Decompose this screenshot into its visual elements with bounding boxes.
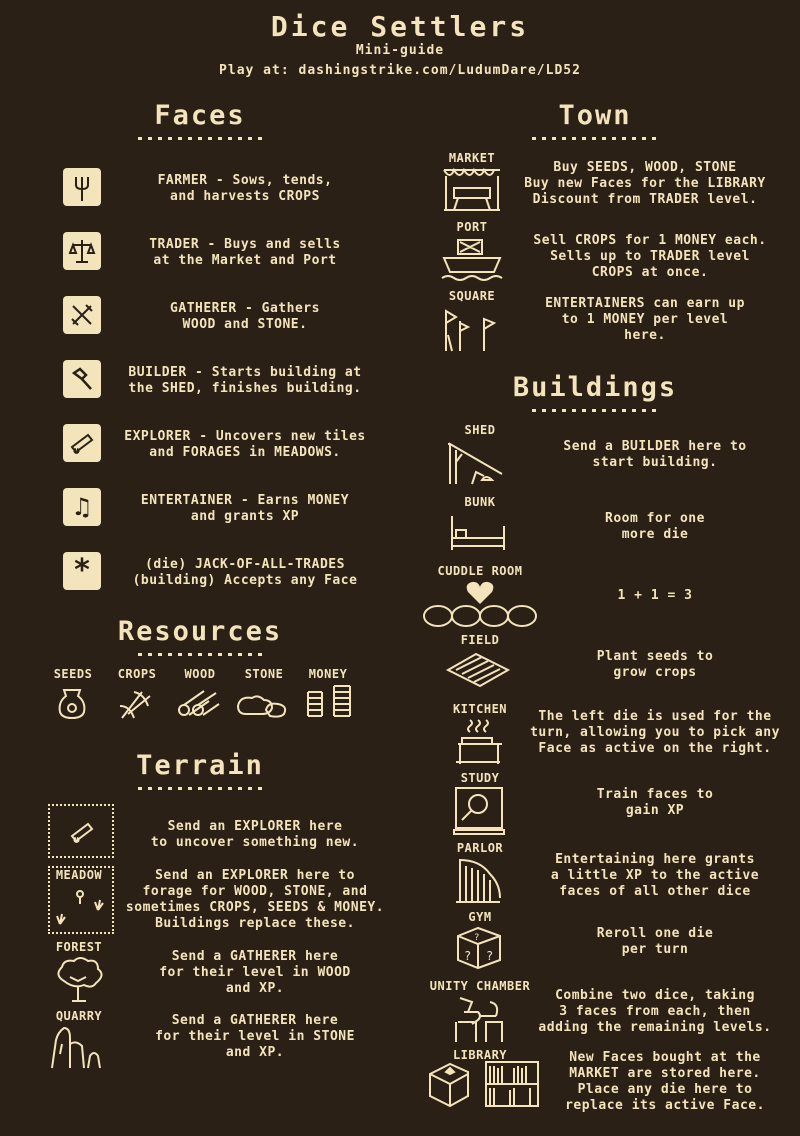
meadow-tile — [48, 866, 114, 934]
face-explorer-text: EXPLORER - Uncovers new tiles and FORAGES in MEADOWS. — [124, 429, 366, 460]
logs-icon — [176, 684, 224, 720]
question-die-icon — [454, 924, 504, 970]
town-square-label: SQUARE — [448, 289, 496, 303]
resource-wood-label: WOOD — [184, 667, 216, 681]
town-heading: Town — [558, 100, 632, 131]
shed-icon — [446, 438, 508, 486]
terrain-meadow-text: Send an EXPLORER here to forage for WOOD, STONE, and sometimes CROPS, SEEDS & MONEY. Buildings replace these. — [125, 868, 385, 931]
town-port-label: PORT — [456, 220, 488, 234]
face-jack-text: (die) JACK-OF-ALL-TRADES (building) Accepts any Face — [132, 557, 358, 588]
face-trader-text: TRADER - Buys and sells at the Market and Port — [149, 237, 341, 268]
faces-divider — [138, 137, 268, 140]
svg-text:?: ? — [464, 949, 472, 963]
building-parlor-text: Entertaining here grants a little XP to the active faces of all other dice — [550, 852, 760, 899]
resource-seeds-label: SEEDS — [53, 667, 93, 681]
face-builder-text: BUILDER - Starts building at the SHED, finishes building. — [128, 365, 362, 396]
heart-stones-icon — [420, 580, 540, 630]
face-gatherer-text: GATHERER - Gathers WOOD and STONE. — [170, 301, 320, 332]
building-field-text: Plant seeds to grow crops — [596, 649, 714, 680]
stove-icon — [452, 716, 502, 766]
terrain-divider — [138, 787, 268, 790]
ship-icon — [440, 236, 504, 282]
box-icon — [428, 1060, 470, 1108]
terrain-quarry-label: QUARRY — [55, 1009, 103, 1023]
building-cuddle-text: 1 + 1 = 3 — [617, 588, 693, 603]
music-note-icon: ♫ — [63, 488, 101, 526]
building-library-text: New Faces bought at the MARKET are stored here. Place any die here to replace its active Face. — [565, 1050, 765, 1113]
building-unity-text: Combine two dice, taking 3 faces from each, then adding the remaining levels. — [538, 988, 772, 1035]
town-divider — [532, 137, 662, 140]
bookshelf-icon — [482, 1058, 542, 1108]
town-square-text: ENTERTAINERS can earn up to 1 MONEY per level here. — [545, 296, 745, 343]
corn-icon — [116, 684, 156, 720]
building-parlor-label: PARLOR — [456, 841, 504, 855]
resource-money-label: MONEY — [308, 667, 348, 681]
building-gym-text: Reroll one die per turn — [596, 926, 714, 957]
resource-stone-label: STONE — [244, 667, 284, 681]
building-field-label: FIELD — [460, 633, 500, 647]
town-market-label: MARKET — [448, 151, 496, 165]
faces-heading: Faces — [154, 100, 246, 131]
resource-crops-label: CROPS — [117, 667, 157, 681]
twin-figures-icon — [446, 992, 510, 1044]
hammer-icon — [63, 360, 101, 398]
terrain-forest-label: FOREST — [55, 940, 103, 954]
flags-icon — [440, 305, 504, 353]
unexplored-tile — [48, 804, 114, 858]
building-kitchen-text: The left die is used for the turn, allowing you to pick any Face as active on the right. — [530, 709, 780, 756]
building-library-label: LIBRARY — [452, 1048, 508, 1062]
buildings-heading: Buildings — [512, 372, 678, 403]
terrain-quarry-text: Send a GATHERER here for their level in STONE and XP. — [155, 1013, 355, 1060]
town-market-text: Buy SEEDS, WOOD, STONE Buy new Faces for the LIBRARY Discount from TRADER level. — [524, 160, 766, 207]
building-study-label: STUDY — [460, 771, 500, 785]
cliff-icon — [48, 1024, 110, 1070]
grass-icon — [54, 888, 108, 928]
building-kitchen-label: KITCHEN — [452, 702, 508, 716]
terrain-heading: Terrain — [136, 750, 264, 781]
face-entertainer-text: ENTERTAINER - Earns MONEY and grants XP — [140, 493, 350, 524]
building-bunk-label: BUNK — [464, 495, 496, 509]
building-shed-label: SHED — [464, 423, 496, 437]
building-gym-label: GYM — [468, 910, 492, 924]
play-at-link[interactable]: Play at: dashingstrike.com/LudumDare/LD52 — [219, 63, 581, 78]
market-stall-icon — [440, 166, 504, 212]
building-study-text: Train faces to gain XP — [596, 787, 714, 818]
buildings-divider — [532, 409, 662, 412]
spyglass-icon — [63, 424, 101, 462]
building-unity-label: UNITY CHAMBER — [429, 979, 531, 993]
bed-icon — [448, 512, 508, 552]
town-port-text: Sell CROPS for 1 MONEY each. Sells up to TRADER level CROPS at once. — [533, 233, 767, 280]
terrain-meadow-label: MEADOW — [55, 868, 103, 882]
asterisk-icon: * — [63, 552, 101, 590]
resources-divider — [138, 653, 268, 656]
building-bunk-text: Room for one more die — [605, 511, 705, 542]
resources-heading: Resources — [117, 616, 283, 647]
scales-icon — [63, 232, 101, 270]
axe-pick-icon — [63, 296, 101, 334]
seed-bag-icon — [54, 684, 90, 720]
building-cuddle-label: CUDDLE ROOM — [437, 564, 523, 578]
spyglass-icon — [68, 818, 96, 846]
harp-icon — [452, 856, 506, 904]
stones-icon — [236, 684, 292, 720]
svg-text:?: ? — [486, 949, 494, 963]
terrain-forest-text: Send a GATHERER here for their level in WOOD and XP. — [159, 949, 351, 996]
face-farmer-text: FARMER - Sows, tends, and harvests CROPS — [157, 173, 333, 204]
magnifier-book-icon — [452, 786, 506, 836]
page-subtitle: Mini-guide — [355, 43, 445, 58]
page-title: Dice Settlers — [270, 10, 530, 43]
pitchfork-icon — [63, 168, 101, 206]
terrain-unexplored-text: Send an EXPLORER here to uncover something new. — [150, 819, 360, 850]
building-shed-text: Send a BUILDER here to start building. — [563, 439, 747, 470]
coin-stacks-icon — [304, 682, 356, 720]
svg-text:?: ? — [474, 933, 480, 943]
field-icon — [446, 650, 510, 690]
tree-icon — [52, 955, 108, 1003]
